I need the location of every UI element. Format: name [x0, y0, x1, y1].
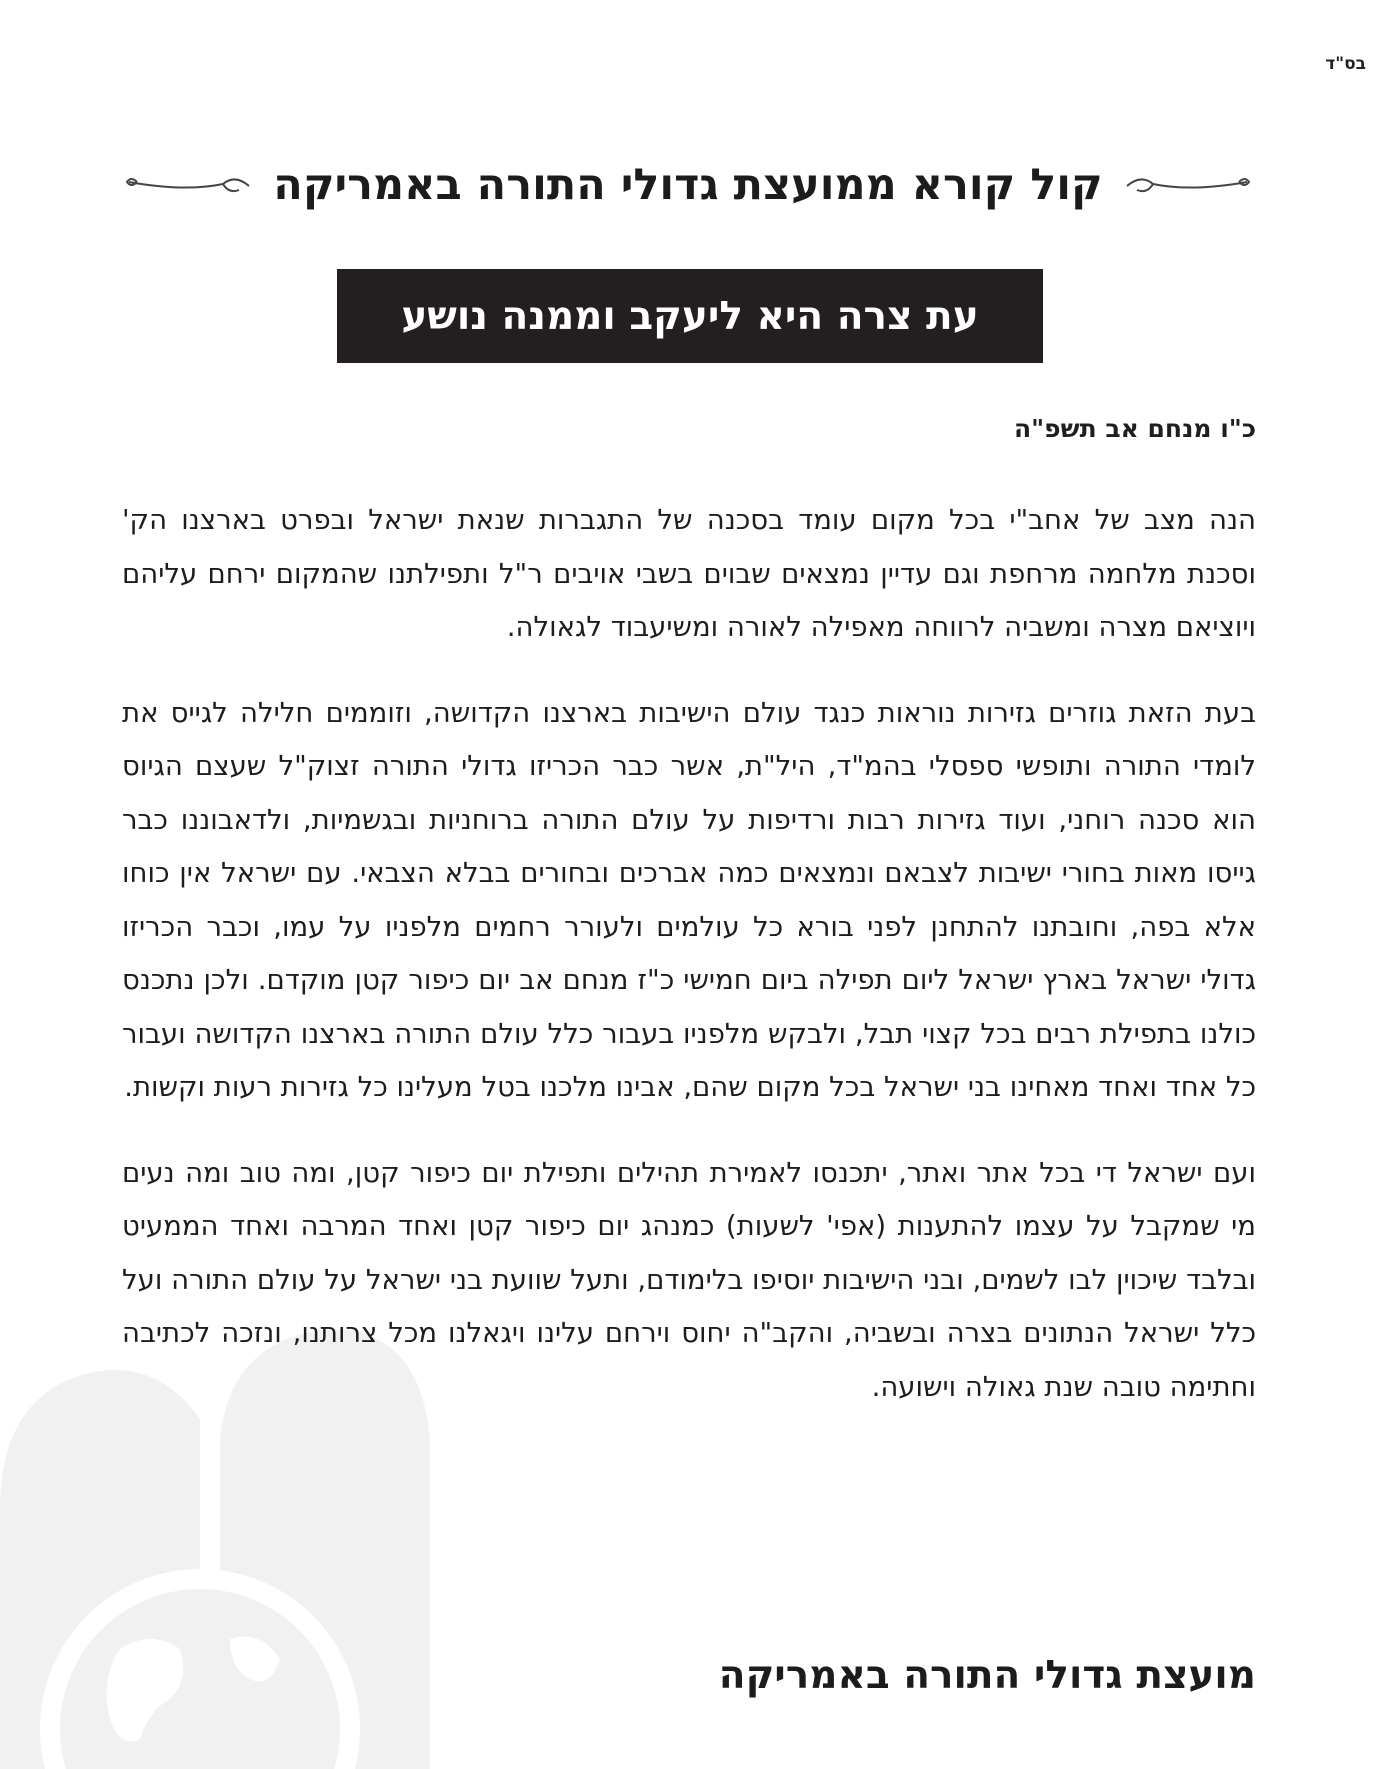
- flourish-right-icon: [1121, 168, 1253, 202]
- paragraph-1: הנה מצב של אחב"י בכל מקום עומד בסכנה של התגברות שנאת ישראל ובפרט בארצנו הק' וסכנת מלחמה מרחפת וגם עדיין נמצאים שבוים בשבי אויבים ר"ל ותפילתנו שהמקום ירחם עליהם ויוציאם מצרה ומשביה לרווחה מאפילה לאורה ומשיעבוד לגאולה.: [122, 504, 1256, 643]
- paragraph-3: ועם ישראל די בכל אתר ואתר, יתכנסו לאמירת תהילים ותפילת יום כיפור קטן, ומה טוב ומה נעים מי שמקבל על עצמו להתענות (אפי' לשעות) כמנהג יום כיפור קטן ואחד המרבה ואחד הממעיט ובלבד שיכוין לבו לשמים, ובני הישיבות יוסיפו בלימודם, ותעל שוועת בני ישראל על עולם התורה ועל כלל ישראל הנתונים בצרה ובשביה, והקב"ה יחוס וירחם עלינו ויגאלנו מכל צרותנו, ונזכה לכתיבה וחתימה טובה שנת גאולה וישועה.: [122, 1156, 1256, 1403]
- title-row: [122, 150, 1254, 220]
- flourish-left-icon: [123, 168, 255, 202]
- date-line: כ"ו מנחם אב תשפ"ה: [1013, 414, 1256, 443]
- paragraph-2: בעת הזאת גוזרים גזירות נוראות כנגד עולם הישיבות בארצנו הקדושה, וזוממים חלילה לגייס את לומדי התורה ותופשי ספסלי בהמ"ד, היל"ת, אשר כבר הכריזו גדולי התורה זצוק"ל שעצם הגיוס הוא סכנה רוחני, ועוד גזירות רבות ורדיפות על עולם התורה ברוחניות ובגשמיות, ולדאבוננו כבר גייסו מאות בחורי ישיבות לצבאם ונמצאים כמה אברכים ובחורים בבלא הצבאי. עם ישראל אין כוחו אלא בפה, וחובתנו להתחנן לפני בורא כל עולמים ולעורר רחמים מלפניו על עמו, וכבר הכריזו גדולי ישראל בארץ ישראל ליום תפילה ביום חמישי כ"ז מנחם אב יום כיפור קטן מוקדם. ולכן נתכנס כולנו בתפילת רבים בכל קצוי תבל, ולבקש מלפניו בעבור כלל עולם התורה בארצנו הקדושה ועבור כל אחד ואחד מאחינו בני ישראל בכל מקום שהם, אבינו מלכנו בטל מעלינו כל גזירות רעות וקשות.: [122, 696, 1256, 1103]
- subtitle-banner: עת צרה היא ליעקב וממנה נושע: [337, 269, 1043, 363]
- page-title: קול קורא ממועצת גדולי התורה באמריקה: [273, 160, 1103, 210]
- signature: מועצת גדולי התורה באמריקה: [718, 1653, 1256, 1698]
- bsd-header: בס"ד: [1325, 54, 1366, 74]
- body-text: [122, 494, 1256, 1446]
